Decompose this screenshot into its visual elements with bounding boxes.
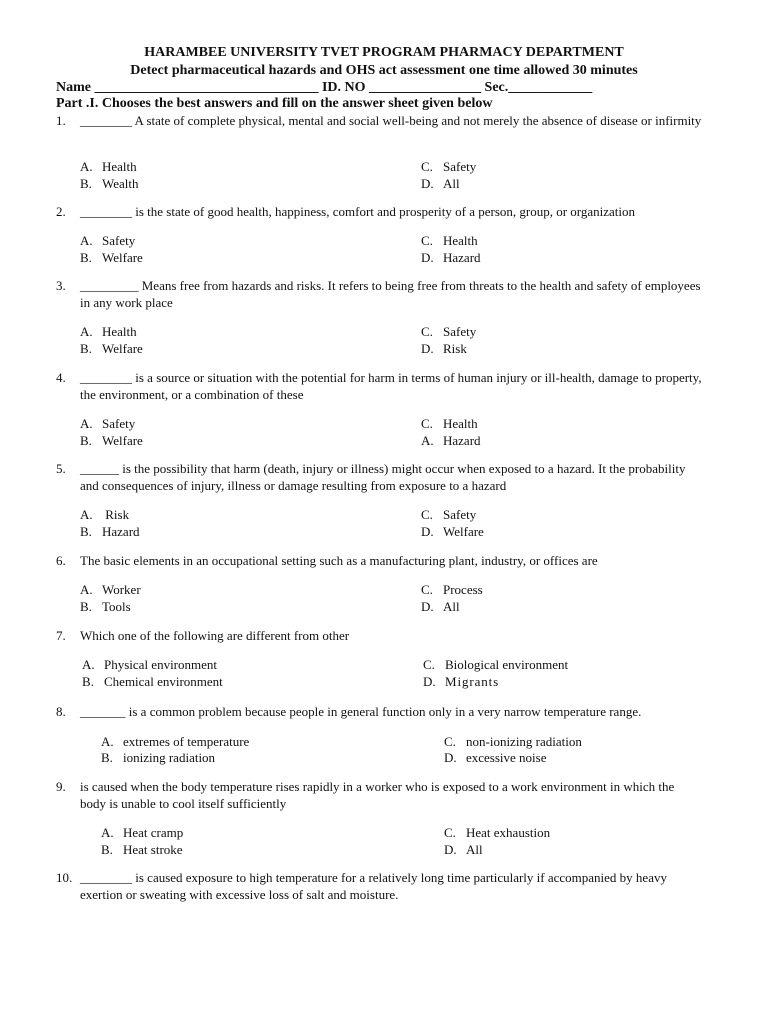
exam-title: HARAMBEE UNIVERSITY TVET PROGRAM PHARMACY DEPARTMENT <box>144 45 624 60</box>
option-c: C. non-ionizing radiation <box>444 734 582 749</box>
option-d: A. Hazard <box>421 433 481 448</box>
question-number: 7. <box>56 628 66 643</box>
question-text: ______ is the possibility that harm (death, injury or illness) might occur when exposed to a hazard. It the probability and consequences of injury, illness or damage resulting from exposure to a hazard <box>80 461 686 493</box>
option-a: A. Risk <box>80 507 130 522</box>
question-text: ________ is a source or situation with the potential for harm in terms of human injury or ill-health, damage to property, the environment, or a combination of these <box>80 370 702 402</box>
question-text: ________ is caused exposure to high temperature for a relatively long time particularly if accompanied by heavy exertion or sweating with excessive loss of salt and moisture. <box>80 870 667 902</box>
option-a: A. extremes of temperature <box>101 734 250 749</box>
option-d: D. All <box>421 176 460 191</box>
option-c: C. Safety <box>421 324 477 339</box>
option-d: D. All <box>444 842 483 857</box>
option-b: B. Welfare <box>80 250 143 265</box>
option-a: A. Health <box>80 324 137 339</box>
option-a: A. Safety <box>80 416 136 431</box>
option-a: A. Worker <box>80 582 141 597</box>
option-b: B. Chemical environment <box>82 674 223 689</box>
option-c: C. Process <box>421 582 483 597</box>
question-text: Which one of the following are different from other <box>80 628 350 643</box>
option-c: C. Safety <box>421 507 477 522</box>
question-text: _______ is a common problem because people in general function only in a very narrow temperature range. <box>80 704 642 719</box>
option-c: C. Heat exhaustion <box>444 825 551 840</box>
option-d: D. Welfare <box>421 524 484 539</box>
option-b: B. ionizing radiation <box>101 750 216 765</box>
option-d: D. Migrants <box>423 674 500 689</box>
option-b: B. Welfare <box>80 341 143 356</box>
exam-subtitle: Detect pharmaceutical hazards and OHS act assessment one time allowed 30 minutes <box>130 63 638 78</box>
question-text: The basic elements in an occupational setting such as a manufacturing plant, industry, or offices are <box>80 553 598 568</box>
option-d: D. excessive noise <box>444 750 547 765</box>
question-text: _________ Means free from hazards and risks. It refers to being free from threats to the health and safety of employees in any work place <box>80 278 701 310</box>
option-c: C. Health <box>421 416 478 431</box>
option-b: B. Heat stroke <box>101 842 183 857</box>
option-b: B. Wealth <box>80 176 139 191</box>
option-c: C. Biological environment <box>423 657 569 672</box>
option-b: B. Hazard <box>80 524 140 539</box>
question-number: 3. <box>56 278 66 293</box>
question-number: 9. <box>56 779 66 794</box>
question-number: 2. <box>56 204 66 219</box>
part-title: Part .I. Chooses the best answers and fill on the answer sheet given below <box>56 96 493 111</box>
option-c: C. Safety <box>421 159 477 174</box>
question-number: 1. <box>56 113 66 128</box>
question-number: 5. <box>56 461 66 476</box>
question-number: 4. <box>56 370 66 385</box>
option-a: A. Safety <box>80 233 136 248</box>
question-number: 8. <box>56 704 66 719</box>
option-b: B. Welfare <box>80 433 143 448</box>
option-a: A. Heat cramp <box>101 825 184 840</box>
question-text: ________ is the state of good health, happiness, comfort and prosperity of a person, group, or organization <box>80 204 636 219</box>
question-text: ________ A state of complete physical, mental and social well-being and not merely the absence of disease or infirmity <box>80 113 702 128</box>
option-b: B. Tools <box>80 599 131 614</box>
question-number: 10. <box>56 870 73 885</box>
option-c: C. Health <box>421 233 478 248</box>
question-text: is caused when the body temperature rises rapidly in a worker who is exposed to a work environment in which the body is unable to cool itself sufficiently <box>80 779 675 811</box>
option-a: A. Health <box>80 159 137 174</box>
question-number: 6. <box>56 553 66 568</box>
option-a: A. Physical environment <box>82 657 218 672</box>
option-d: D. Risk <box>421 341 467 356</box>
option-d: D. Hazard <box>421 250 481 265</box>
option-d: D. All <box>421 599 460 614</box>
student-info-line: Name ________________________________ ID. NO ________________ Sec.____________ <box>56 80 593 95</box>
